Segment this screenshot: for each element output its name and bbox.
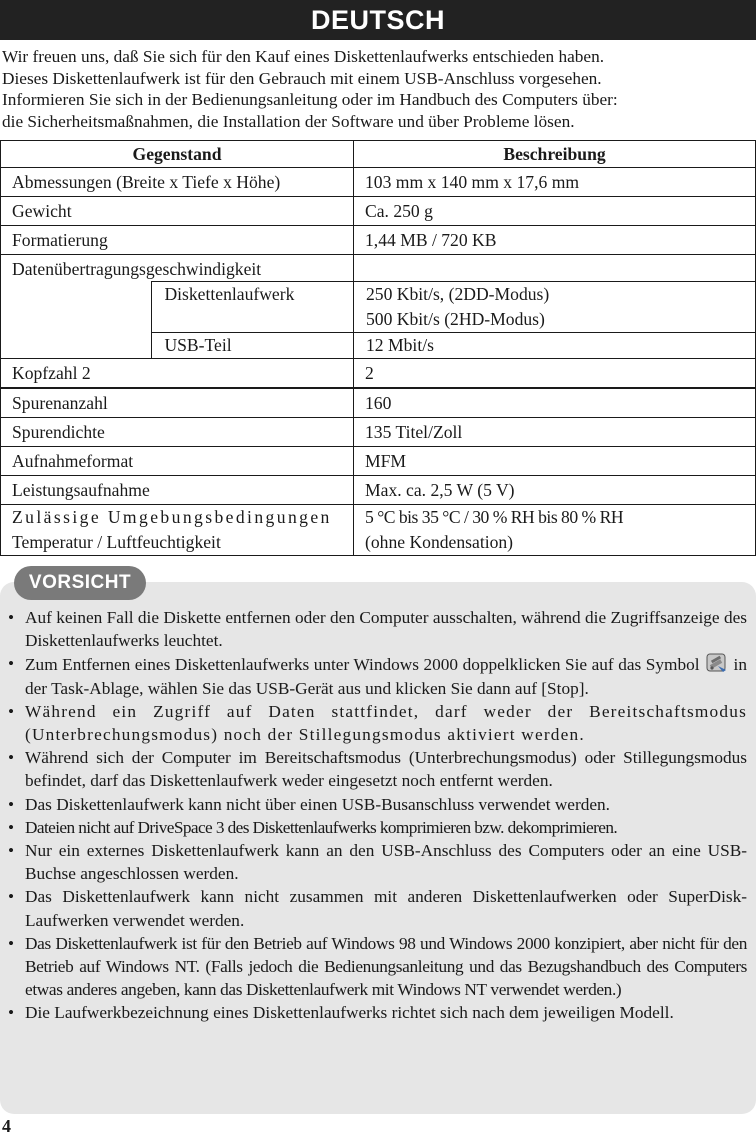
transfer-rate-value [354,255,756,282]
table-header-row [1,141,756,168]
intro-line: Dieses Diskettenlaufwerk ist für den Gebrauch mit einem USB-Anschluss vorgesehen. [2,68,602,88]
heads-label: Kopfzahl 2 [1,359,354,389]
list-item: • Das Diskettenlaufwerk kann nicht zusammen mit anderen Diskettenlaufwerken oder SuperDisk-Laufwerken verwendet werden. [6,885,747,931]
caution-badge: VORSICHT [14,566,146,600]
column-header-description: Beschreibung [354,141,756,168]
list-item [6,652,747,699]
intro-paragraph [2,46,754,133]
environment-label [1,505,354,556]
density-value: 135 Titel/Zoll [354,418,756,447]
environment-value-line: 5 °C bis 35 °C / 30 % RH bis 80 % RH [365,507,624,527]
environment-label-line: Zulässige Umgebungsbedingungen [12,507,332,527]
list-item: • Während sich der Computer im Bereitschaftsmodus (Unterbrechungsmodus) oder Stillegungsmodus befindet, darf das Diskettenlaufwerk weder eingesetzt noch entfernt werden. [6,746,747,792]
table-row [1,226,756,255]
table-row [1,168,756,197]
environment-label-line: Temperatur / Luftfeuchtigkeit [12,532,221,552]
table-row [1,388,756,418]
weight-value: Ca. 250 g [354,197,756,226]
format-value: 1,44 MB / 720 KB [354,226,756,255]
list-item: • Die Laufwerkbezeichnung eines Diskettenlaufwerks richtet sich nach dem jeweiligen Modell. [6,1001,747,1024]
transfer-rate-spacer [1,282,152,359]
table-row [1,255,756,282]
usb-label: USB-Teil [152,333,354,359]
power-value: Max. ca. 2,5 W (5 V) [354,476,756,505]
list-item: • Während ein Zugriff auf Daten stattfindet, darf weder der Bereitschaftsmodus (Unterbrechungsmodus) noch der Stillegungsmodus aktiviert werden. [6,700,747,746]
language-header: DEUTSCH [0,0,756,40]
list-item-text: Zum Entfernen eines Diskettenlaufwerks unter Windows 2000 doppelklicken Sie auf das Symbol [25,655,700,675]
intro-line: Wir freuen uns, daß Sie sich für den Kauf eines Diskettenlaufwerks entschieden haben. [2,47,605,66]
drive-value-line: 500 Kbit/s (2HD-Modus) [366,309,545,329]
transfer-rate-label: Datenübertragungsgeschwindigkeit [1,255,354,282]
caution-list [6,606,747,1025]
list-item: • Das Diskettenlaufwerk ist für den Betrieb auf Windows 98 und Windows 2000 konzipiert, aber nicht für den Betrieb auf Windows NT. (Falls jedoch die Bedienungsanleitung und das Bezugshandbuch des Computers etwas anderes angeben, kann das Diskettenlaufwerk mit Windows NT verwendet werden.) [6,932,747,1002]
density-label: Spurendichte [1,418,354,447]
table-row [1,359,756,389]
drive-value [354,282,756,333]
usb-value: 12 Mbit/s [354,333,756,359]
format-label: Formatierung [1,226,354,255]
tracks-label: Spurenanzahl [1,388,354,418]
table-row [1,418,756,447]
table-row [1,282,756,333]
dimensions-label: Abmessungen (Breite x Tiefe x Höhe) [1,168,354,197]
drive-label: Diskettenlaufwerk [152,282,354,333]
column-header-item: Gegenstand [1,141,354,168]
table-row [1,447,756,476]
unplug-eject-hardware-icon [704,652,730,674]
list-item: • Nur ein externes Diskettenlaufwerk kann an den USB-Anschluss des Computers oder an eine USB-Buchse angeschlossen werden. [6,839,747,885]
power-label: Leistungsaufnahme [1,476,354,505]
specifications-table [0,140,756,556]
list-item: • Das Diskettenlaufwerk kann nicht über einen USB-Busanschluss verwendet werden. [6,793,747,816]
list-item-text: in der Task-Ablage, wählen Sie das USB-Gerät aus und klicken Sie dann auf [Stop]. [25,655,747,698]
list-item: • Auf keinen Fall die Diskette entfernen oder den Computer ausschalten, während die Zugriffsanzeige des Diskettenlaufwerks leuchtet. [6,606,747,652]
recording-value: MFM [354,447,756,476]
list-item: • Dateien nicht auf DriveSpace 3 des Diskettenlaufwerks komprimieren bzw. dekomprimieren. [6,816,747,839]
tracks-value: 160 [354,388,756,418]
environment-value-line: (ohne Kondensation) [365,532,514,552]
intro-line: die Sicherheitsmaßnahmen, die Installation der Software und über Probleme lösen. [2,112,575,132]
drive-value-line: 250 Kbit/s, (2DD-Modus) [366,284,550,304]
table-row [1,505,756,556]
dimensions-value: 103 mm x 140 mm x 17,6 mm [354,168,756,197]
page-number: 4 [2,1116,11,1136]
environment-value [354,505,756,556]
table-row [1,476,756,505]
intro-line: Informieren Sie sich in der Bedienungsanleitung oder im Handbuch des Computers über: [2,90,618,110]
table-row [1,197,756,226]
weight-label: Gewicht [1,197,354,226]
heads-value: 2 [354,359,756,389]
recording-label: Aufnahmeformat [1,447,354,476]
